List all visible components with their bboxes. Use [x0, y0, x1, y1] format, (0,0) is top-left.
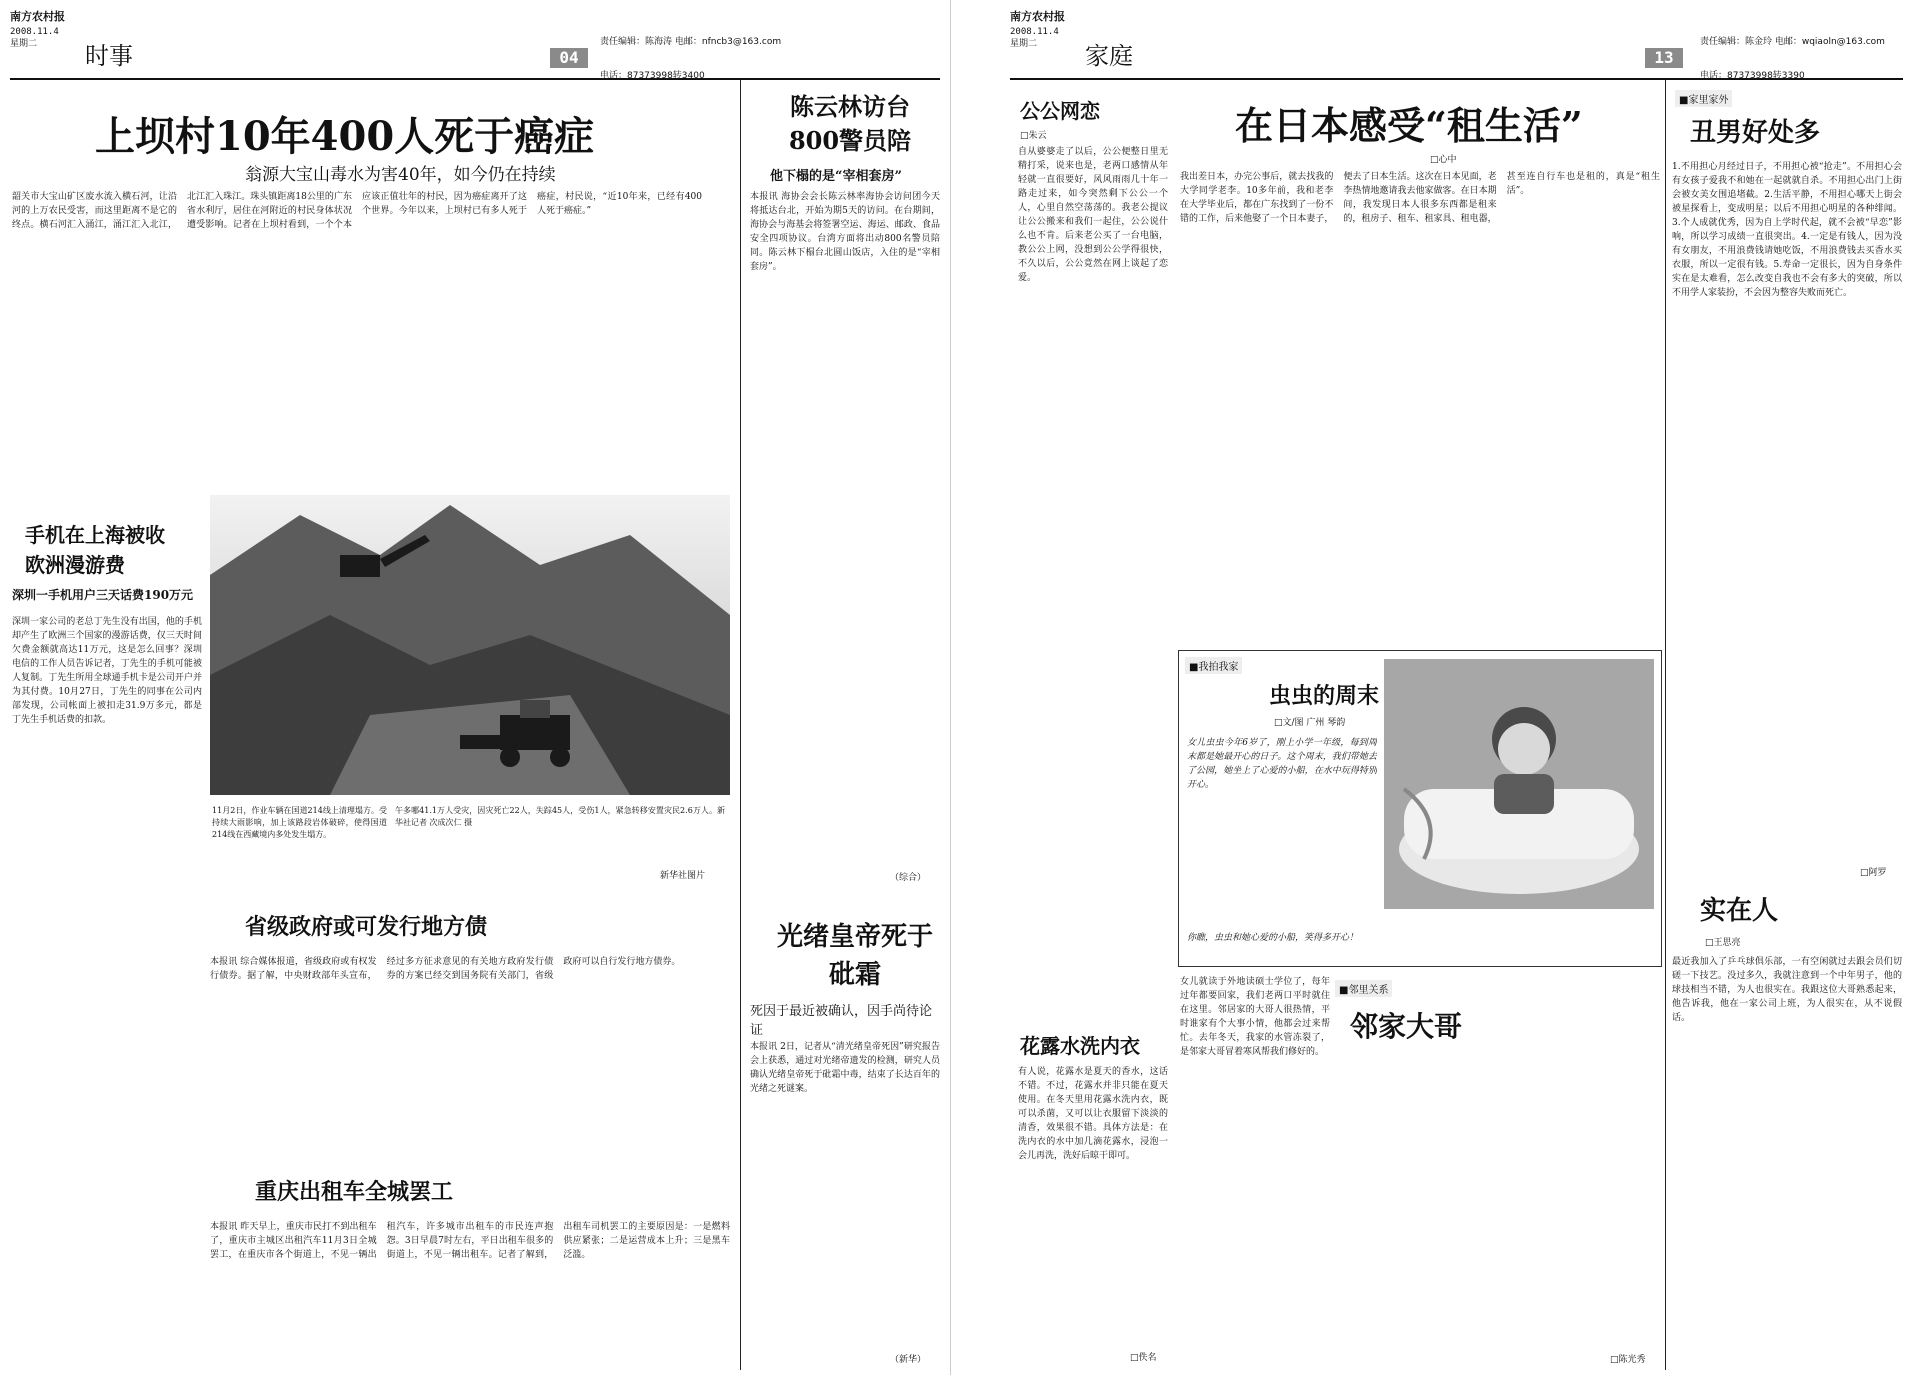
guangxu-headline: 光绪皇帝死于砒霜	[776, 922, 933, 990]
photo-caption-right: 午多哪41.1万人受灾，因灾死亡22人，失踪45人，受伤1人，紧急转移安置灾民2.6万人。新华社记者 次成次仁 摄	[395, 806, 725, 827]
shanghai-roaming-subheadline: 深圳一手机用户三天话费190万元	[12, 588, 194, 602]
landslide-photo-art	[210, 495, 730, 795]
weekday-line: 星期二	[1010, 39, 1038, 49]
neighbor-body-left: 女儿就读于外地读硕士学位了，每年过年都要回家，我们老两口平时就住在这里。邻居家的大哥人很热情，平时谁家有个大事小情，他都会过来帮忙。去年冬天，我家的水管冻裂了，是邻家大哥冒着寒风帮我们修好的。	[1180, 977, 1330, 1057]
lead-article-body: 韶关市大宝山矿区废水流入横石河，让沿河的上万农民受害，而这里距离不是它的终点。横石河汇入涌江，涌江汇入北江，北江汇入珠江。珠头镇距离18公里的广东省水利厅，居住在河附近的村民身体状况遭受影响。记者在上坝村看到，一个个本应该正值壮年的村民，因为癌症离开了这个世界。今年以来，上坝村已有多人死于癌症，村民说，“近10年来，已经有400人死于癌症。”	[12, 192, 702, 230]
photo-credit: 新华社图片	[660, 871, 706, 881]
rental-life-body: 我出差日本，办完公事后，就去找我的大学同学老李。10多年前，我和老李在大学毕业后，都在广东找到了一份不错的工作，后来他娶了一个日本妻子，便去了日本生活。这次在日本见面，老李热情地邀请我去他家做客。在日本期间，我发现日本人很多东西都是租来的，租房子、租车、租家具、租电器，甚至连自行车也是租的，真是“租生活”。	[1180, 172, 1660, 224]
left-page-header	[10, 8, 940, 80]
online-romance-headline: 公公网恋	[1020, 99, 1100, 123]
section-title: 家庭	[1085, 42, 1133, 70]
newspaper-brand: 南方农村报	[1010, 10, 1065, 23]
local-bonds-headline: 省级政府或可发行地方债	[245, 914, 488, 940]
feature-author: □文/图 广州 琴韵	[1274, 718, 1346, 728]
landslide-photo	[210, 495, 730, 795]
photo-caption-left: 11月2日，作业车辆在国道214线上清理塌方。受持续大雨影响，加上该路段岩体破碎，使得国道214线在西藏境内多处发生塌方。	[212, 806, 387, 839]
date-line: 2008.11.4	[10, 27, 59, 37]
column-rule	[1665, 80, 1666, 1370]
honest-man-body: 最近我加入了乒乓球俱乐部，一有空闲就过去跟会员们切磋一下技艺。没过多久，我就注意到一个中年男子，他的球技相当不错，为人也很实在。我跟这位大哥熟悉起来，他告诉我，他在一家公司上班，为人很实在，从不说假话。	[1672, 957, 1902, 1023]
feature-caption: 你瞧，虫虫和她心爱的小船，笑得多开心！	[1187, 933, 1359, 943]
neighbor-credit: □陈光秀	[1610, 1355, 1646, 1365]
toilet-water-body: 有人说，花露水是夏天的香水，这话不错。不过，花露水并非只能在夏天使用。在冬天里用花露水洗内衣，既可以杀菌，又可以让衣服留下淡淡的清香，效果很不错。具体方法是：在洗内衣的水中加几滴花露水，浸泡一会儿再洗，洗好后晾干即可。	[1018, 1067, 1168, 1161]
toilet-water-headline: 花露水洗内衣	[1020, 1034, 1140, 1058]
right-page-header	[1010, 8, 1903, 80]
column-rule	[740, 80, 741, 1370]
editor-line: 责任编辑：陈海涛 电邮：nfncb3@163.com	[600, 37, 782, 47]
newspaper-brand: 南方农村报	[10, 10, 65, 23]
shanghai-roaming-headline: 手机在上海被收欧洲漫游费	[25, 523, 165, 577]
feature-headline: 虫虫的周末	[1269, 683, 1380, 709]
issue-date	[10, 26, 59, 50]
neighbor-headline: 邻家大哥	[1350, 1010, 1463, 1043]
phone-line: 电话：87373998转3400	[600, 71, 705, 81]
online-romance-body: 自从婆婆走了以后，公公便整日里无精打采，说来也是，老两口感情从年轻就一直很要好，风风雨雨几十年一路走过来，如今突然剩下公公一个人，心里自然空荡荡的。我老公提议让公公搬来和我们一起住，公公说什么也不肯。后来老公买了一台电脑，教公公上网，没想到公公学得很快，不久以后，公公竟然在网上谈起了恋爱。	[1018, 147, 1168, 283]
left-page	[0, 0, 951, 1375]
feature-photo-art	[1384, 659, 1654, 909]
date-line: 2008.11.4	[1010, 27, 1059, 37]
rental-life-headline: 在日本感受“租生活”	[1235, 103, 1583, 148]
phone-line: 电话：87373998转3390	[1700, 71, 1805, 81]
rental-life-author: □心中	[1430, 155, 1457, 165]
chen-yunlin-credit: （综合）	[890, 873, 927, 883]
right-page	[1000, 0, 1913, 1375]
chen-yunlin-subheadline: 他下榻的是“宰相套房”	[770, 169, 902, 184]
neighbor-tag: ■邻里关系	[1335, 980, 1392, 997]
issue-date	[1010, 26, 1059, 50]
ugly-man-body: 1.不用担心月经过日子，不用担心被“抢走”。不用担心会有女孩子爱我不和她在一起就就自杀。不用担心出门上街会被女美女围追堵截。2.生活平静，不用担心哪天上街会被星探看上，变成明星；以后不用担心明星的各种绯闻。3.个人成就优秀，因为自上学时代起，就不会被“早恋”影响，所以学习成绩一直很突出。4.一定是有钱人，因为没有女朋友，不用浪费钱请她吃饭，不用浪费钱去买香水买衣服，所以一定很有钱。5.寿命一定很长，因为自身条件实在是太难看，怎么改变自我也不会有多大的突破，所以不用学人家装扮，不会因为整容失败而死亡。	[1672, 162, 1902, 298]
lead-subheadline: 翁源大宝山毒水为害40年，如今仍在持续	[245, 165, 556, 185]
honest-man-headline: 实在人	[1700, 896, 1779, 926]
ugly-man-credit: □阿罗	[1860, 868, 1887, 878]
lead-headline: 上坝村10年400人死于癌症	[95, 113, 595, 160]
chen-yunlin-headline: 陈云林访台800警员陪	[788, 92, 912, 155]
local-bonds-body: 本报讯 综合媒体报道，省级政府或有权发行债券。据了解，中央财政部年头宣布，经过多方征求意见的有关地方政府发行债券的方案已经交到国务院有关部门，省级政府可以自行发行地方债券。	[210, 957, 681, 981]
guangxu-subheadline: 死因于最近被确认，因手尚待论证	[750, 1004, 933, 1038]
family-column-tag: ■家里家外	[1675, 90, 1732, 107]
feature-body: 女儿虫虫今年6岁了，刚上小学一年级，每到周末都是她最开心的日子。这个周末，我们带她去了公园，她坐上了心爱的小船，在水中玩得特别开心。	[1187, 738, 1377, 790]
shanghai-roaming-body: 深圳一家公司的老总丁先生没有出国，他的手机却产生了欧洲三个国家的漫游话费，仅三天时间欠费金额就高达11万元，这是怎么回事？深圳电信的工作人员告诉记者，丁先生的手机可能被人复制。丁先生所用全球通手机卡是公司开户并为其付费。10月27日，丁先生的同事在公司内部发现，公司帐面上被扣走31.9万多元，都是丁先生手机话费的扣款。	[12, 617, 202, 725]
feature-tag: ■我拍我家	[1185, 657, 1242, 674]
weekday-line: 星期二	[10, 39, 38, 49]
chongqing-taxi-headline: 重庆出租车全城罢工	[255, 1179, 454, 1205]
feature-photo	[1384, 659, 1654, 909]
guangxu-credit: （新华）	[890, 1355, 927, 1365]
page-number: 13	[1645, 48, 1683, 68]
guangxu-body: 本报讯 2日，记者从“清光绪皇帝死因”研究报告会上获悉，通过对光绪帝遗发的检测，研究人员确认光绪皇帝死于砒霜中毒，结束了长达百年的光绪之死谜案。	[750, 1042, 940, 1094]
honest-man-author: □王思亮	[1705, 938, 1741, 948]
chongqing-taxi-body: 本报讯 昨天早上，重庆市民打不到出租车了，重庆市主城区出租汽车11月3日全城罢工，在重庆市各个街道上，不见一辆出租汽车，许多城市出租车的市民连声抱怨。3日早晨7时左右，平日出租车很多的街道上，不见一辆出租车。记者了解到，出租车司机罢工的主要原因是：一是燃料供应紧张；二是运营成本上升；三是黑车泛滥。	[210, 1222, 730, 1260]
toilet-water-credit: □佚名	[1130, 1353, 1157, 1363]
page-number: 04	[550, 48, 588, 68]
ugly-man-headline: 丑男好处多	[1690, 118, 1821, 148]
online-romance-author: □朱云	[1020, 131, 1047, 141]
feature-box	[1178, 650, 1662, 967]
section-title: 时事	[85, 42, 133, 70]
chen-yunlin-body: 本报讯 海协会会长陈云林率海协会访问团今天将抵达台北，开始为期5天的访问。在台期间，海协会与海基会将签署空运、海运、邮政、食品安全四项协议。台湾方面将出动800名警员陪同。陈云林下榻台北圆山饭店，入住的是“宰相套房”。	[750, 192, 940, 272]
editor-line: 责任编辑：陈金玲 电邮：wqiaoln@163.com	[1700, 37, 1885, 47]
